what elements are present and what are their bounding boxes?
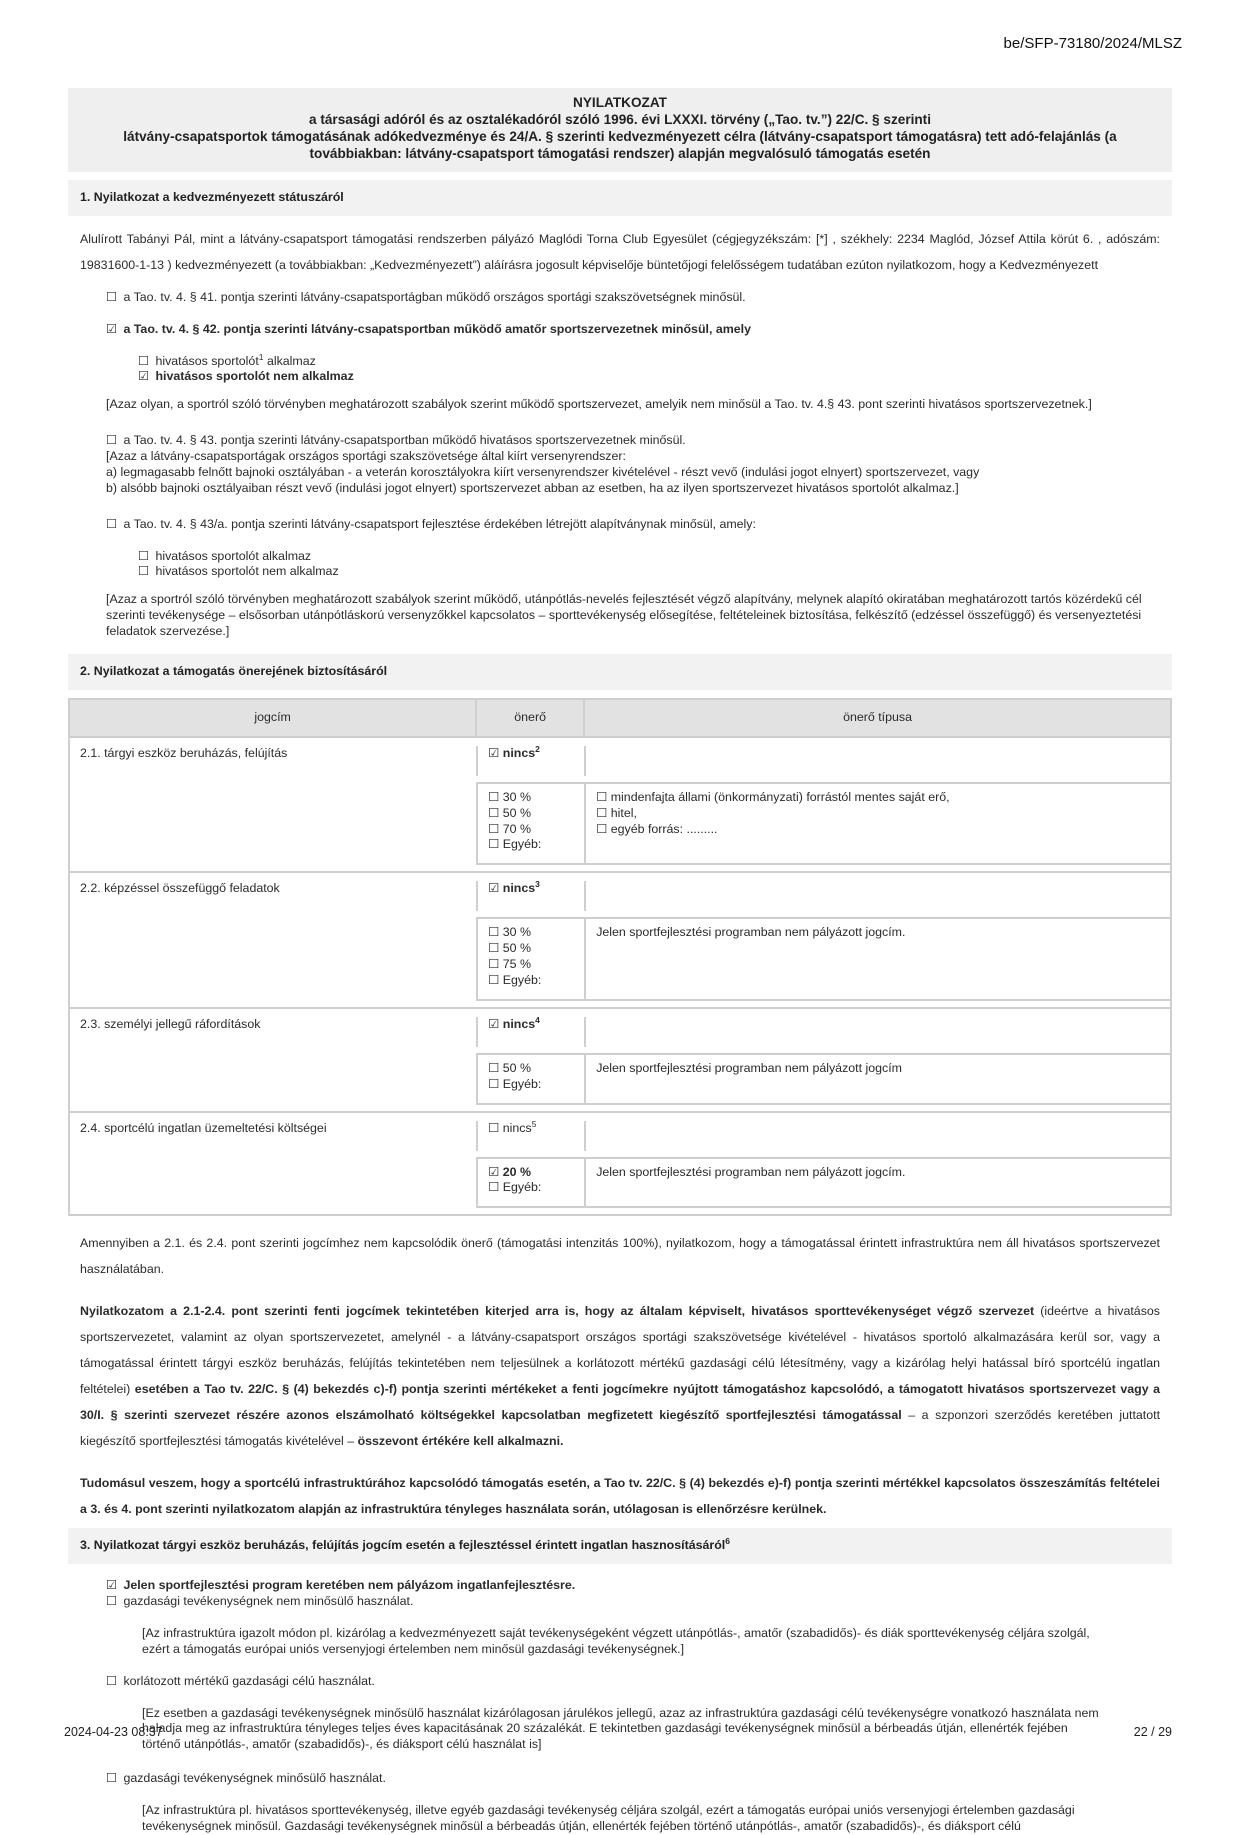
checkbox-unchecked-icon[interactable]: ☐ <box>488 1120 500 1135</box>
option-42-b[interactable] <box>68 369 1172 385</box>
footnote-ref: 3 <box>535 879 540 890</box>
nincs-cell[interactable] <box>476 1112 1171 1157</box>
onero-options-cell <box>476 782 1171 873</box>
option-43a-a[interactable] <box>68 549 1172 565</box>
option-non-economic-use-label: gazdasági tevékenységnek nem minősülő használat. <box>123 1594 414 1609</box>
onero-type-item: Jelen sportfejlesztési programban nem pályázott jogcím. <box>596 1164 906 1179</box>
onero-options-cell <box>476 1053 1171 1112</box>
option-43-label: a Tao. tv. 4. § 43. pontja szerinti látvány-csapatsportban működő hivatásos sportszervezetnek minősül. <box>123 433 686 448</box>
section-1-heading: 1. Nyilatkozat a kedvezményezett státuszáról <box>68 180 1172 216</box>
footnote-ref: 1 <box>258 351 264 362</box>
table-row <box>69 872 1171 917</box>
onero-option[interactable]: ☐ Egyéb: <box>488 1180 542 1195</box>
para-2-bold-1: Nyilatkozatom a 2.1-2.4. pont szerinti fenti jogcímek tekintetében kiterjed arra is, hogy az általam képviselt, hivatásos sporttevékenységet végző szervezet <box>80 1304 1035 1319</box>
checkbox-unchecked-icon[interactable]: ☐ <box>106 1771 118 1786</box>
document-title <box>68 88 1172 172</box>
option-43a-b[interactable] <box>68 564 1172 580</box>
onero-option[interactable]: ☑ 20 % <box>488 1164 531 1179</box>
checkbox-unchecked-icon[interactable]: ☐ <box>106 516 118 531</box>
section-2-paragraph-3: Tudomásul veszem, hogy a sportcélú infrastruktúrához kapcsolódó támogatás esetén, a Tao tv. 22/C. § (4) bekezdés e)-f) pontja szerinti mértékkel kapcsolatos összeszámítás feltételei a 3. és 4. pont szerinti nyilatkozatom alapján az infrastruktúra tényleges használata során, utólagosan is ellenőrzésre kerülnek. <box>80 1476 1160 1517</box>
nincs-cell[interactable] <box>476 737 1171 782</box>
onero-option[interactable]: ☐ 50 % <box>488 805 531 820</box>
option-limited-economic-use-label: korlátozott mértékű gazdasági célú használat. <box>123 1673 375 1688</box>
option-no-property[interactable] <box>68 1578 1172 1594</box>
option-43[interactable] <box>68 433 1172 449</box>
jogcim-label: 2.2. képzéssel összefüggő feladatok <box>80 881 280 896</box>
onero-option[interactable]: ☐ 30 % <box>488 925 531 940</box>
onero-type-item: Jelen sportfejlesztési programban nem pályázott jogcím. <box>596 925 906 940</box>
checkbox-unchecked-icon[interactable]: ☐ <box>106 433 118 448</box>
footer-datetime: 2024-04-23 08:37 <box>64 1725 163 1739</box>
option-43a-note: [Azaz a sportról szóló törvényben meghatározott szabályok szerint működő, utánpótlás-nevelés fejlesztését végző alapítvány, melynek alapító okiratában meghatározott tartós közérdekű cél szerinti tevékenysége – elsősorban utánpótláskorú versenyzőkkel kapcsolatos – sporttevékenység elősegítése, feltételeinek biztosítása, felkészítő (edzéssel összefüggő) és versenyeztetési feladatok szervezése.] <box>106 592 1142 639</box>
nincs-label: nincs <box>502 881 536 896</box>
para-2-bold-3: összevont értékére kell alkalmazni. <box>357 1434 564 1449</box>
option-42[interactable] <box>68 322 1172 338</box>
option-41-label: a Tao. tv. 4. § 41. pontja szerinti látvány-csapatsportágban működő országos sportági szakszövetségnek minősül. <box>123 289 746 304</box>
option-economic-use-label: gazdasági tevékenységnek minősülő használat. <box>123 1771 386 1786</box>
footnote-ref: 2 <box>535 743 540 754</box>
checkbox-checked-icon[interactable]: ☑ <box>488 745 500 760</box>
option-42-note: [Azaz olyan, a sportról szóló törvényben meghatározott szabályok szerint működő sportszervezet, amelyik nem minősül a Tao. tv. 4.§ 43. pont szerinti hivatásos sportszervezetnek.] <box>106 397 1092 412</box>
option-no-property-label: Jelen sportfejlesztési program keretében nem pályázom ingatlanfejlesztésre. <box>123 1578 576 1593</box>
onero-type-item[interactable]: ☐ mindenfajta állami (önkormányzati) forrástól mentes saját erő, <box>596 789 950 804</box>
checkbox-unchecked-icon[interactable]: ☐ <box>138 548 150 563</box>
onero-options-cell <box>476 1157 1171 1216</box>
option-42-b-label: hivatásos sportolót nem alkalmaz <box>155 369 354 384</box>
checkbox-unchecked-icon[interactable]: ☐ <box>106 1594 118 1609</box>
onero-table <box>68 698 1172 1217</box>
title-line-4: továbbiakban: látvány-csapatsport támogatási rendszer) alapján megvalósuló támogatás esetén <box>309 145 931 161</box>
option-41[interactable] <box>68 290 1172 306</box>
onero-option[interactable]: ☐ 30 % <box>488 789 531 804</box>
checkbox-unchecked-icon[interactable]: ☐ <box>138 353 150 368</box>
onero-type-item[interactable]: ☐ egyéb forrás: ......... <box>596 821 718 836</box>
nincs-cell[interactable] <box>476 872 1171 917</box>
section-3-heading <box>68 1528 1172 1564</box>
para-2-text-1: (ideértve a hivatásos sportszervezetet, valamint az olyan sportszervezetet, amelynél - a látvány-csapatsport országos sportági szakszövetsége kivételével - hivatásos sportoló alkalmazására kerül sor, vagy a támogatással érintett tárgyi eszköz beruházás, felújítás tekintetében nem teljesülnek a korlátozott mértékű gazdasági célú létesítmény, vagy a kizárólag helyi hatással bíró sportcélú ingatlan feltételei) <box>80 1304 1160 1397</box>
option-43a-label: a Tao. tv. 4. § 43/a. pontja szerinti látvány-csapatsport fejlesztése érdekében létrejött alapítványnak minősül, amely: <box>123 516 756 531</box>
column-header-onero: önerő <box>476 699 584 737</box>
table-row <box>69 1008 1171 1053</box>
jogcim-label: 2.3. személyi jellegű ráfordítások <box>80 1016 261 1031</box>
document-body <box>68 88 1172 1835</box>
title-line-3: látvány-csapatsportok támogatásának adókedvezménye és 24/A. § szerinti kedvezményezett célra (látvány-csapatsport támogatásra) tett adó-felajánlás (a <box>123 128 1117 144</box>
checkbox-checked-icon[interactable]: ☑ <box>488 881 500 896</box>
section-1-intro: Alulírott Tabányi Pál, mint a látvány-csapatsport támogatási rendszerben pályázó Maglódi Torna Club Egyesület (cégjegyzékszám: [*] , székhely: 2234 Maglód, József Attila körút 6. , adószám: 19831600-1-13 ) kedvezményezett (a továbbiakban: „Kedvezményezett”) aláírásra jogosult képviselője büntetőjogi felelősségem tudatában ezúton nyilatkozom, hogy a Kedvezményezett <box>80 231 1160 272</box>
onero-options-cell <box>476 917 1171 1008</box>
option-non-economic-use[interactable] <box>68 1594 1172 1610</box>
para-2-bold-2: esetében a Tao tv. 22/C. § (4) bekezdés c)-f) pontja szerinti mértékeket a fenti jogcímekre nyújtott támogatáshoz kapcsolódó, a támogatott hivatásos sportszervezet vagy a 30/I. § szerinti szervezet részére azonos elszámolható költségekkel kapcsolatban megfizetett kiegészítő sportfejlesztési támogatással <box>80 1382 1160 1423</box>
column-header-onero-tipusa: önerő típusa <box>584 699 1171 737</box>
footnote-ref: 4 <box>535 1014 540 1025</box>
section-2-paragraph-1: Amennyiben a 2.1. és 2.4. pont szerinti jogcímhez nem kapcsolódik önerő (támogatási intenzitás 100%), nyilatkozom, hogy a támogatással érintett infrastruktúra nem áll hivatásos sportszervezet használatában. <box>80 1236 1160 1277</box>
option-economic-use[interactable] <box>68 1771 1172 1787</box>
checkbox-checked-icon[interactable]: ☑ <box>106 1578 118 1593</box>
option-43a-b-label: hivatásos sportolót nem alkalmaz <box>155 564 339 579</box>
nincs-cell[interactable] <box>476 1008 1171 1053</box>
checkbox-checked-icon[interactable]: ☑ <box>488 1016 500 1031</box>
option-43a[interactable] <box>68 517 1172 533</box>
option-43-note-line-1: [Azaz a látvány-csapatsportágak országos sportági szakszövetsége által kiírt versenyrendszer: <box>106 449 626 464</box>
jogcim-label: 2.4. sportcélú ingatlan üzemeltetési költségei <box>80 1120 327 1135</box>
option-42-label: a Tao. tv. 4. § 42. pontja szerinti látvány-csapatsportban működő amatőr sportszervezetnek minősül, amely <box>123 321 751 336</box>
section-2-paragraph-2 <box>68 1298 1172 1454</box>
option-economic-note: [Az infrastruktúra pl. hivatásos sporttevékenység, illetve egyéb gazdasági tevékenység céljára szolgál, ezért a támogatás európai uniós versenyjogi értelemben gazdasági tevékenységnek minősül. Gazdasági tevékenységnek minősül a bérbeadás útján, ellenérték fejében történő utánpótlás-, amatőr (szabadidős)-, és diáksport célú <box>142 1803 1075 1833</box>
option-43a-a-label: hivatásos sportolót alkalmaz <box>155 548 312 563</box>
onero-option[interactable]: ☐ 50 % <box>488 941 531 956</box>
option-limited-economic-note: [Ez esetben a gazdasági tevékenységnek minősülő használat kizárólagosan járulékos jellegű, azaz az infrastruktúra gazdasági célú tevékenységre vonatkozó használata nem haladja meg az infrastruktúra tényleges teljes éves kapacitásának 20 százalékát. E tekintetben gazdasági tevékenységnek minősül a bérbeadás útján, ellenérték fejében történő utánpótlás-, amatőr (szabadidős)-, és diáksport célú használat is] <box>142 1705 1099 1752</box>
checkbox-checked-icon[interactable]: ☑ <box>138 369 150 384</box>
para-2-text-2: – a szponzori szerződés keretében juttatott kiegészítő sportfejlesztési támogatás kivételével – <box>80 1408 1161 1449</box>
onero-option[interactable]: ☐ 50 % <box>488 1060 531 1075</box>
onero-option[interactable]: ☐ Egyéb: <box>488 837 542 852</box>
checkbox-unchecked-icon[interactable]: ☐ <box>138 564 150 579</box>
onero-type-item[interactable]: ☐ hitel, <box>596 805 637 820</box>
onero-option[interactable]: ☐ 70 % <box>488 821 531 836</box>
onero-type-item: Jelen sportfejlesztési programban nem pályázott jogcím <box>596 1060 902 1075</box>
jogcim-cell <box>69 1008 476 1112</box>
jogcim-cell <box>69 1112 476 1216</box>
onero-option[interactable]: ☐ 75 % <box>488 957 531 972</box>
option-43-note <box>68 449 1172 497</box>
column-header-jogcim: jogcím <box>69 699 476 737</box>
nincs-label: nincs <box>502 1120 532 1135</box>
jogcim-cell <box>69 737 476 873</box>
title-line-2: a társasági adóról és az osztalékadóról szóló 1996. évi LXXXI. törvény („Tao. tv.”) 22/C. § szerinti <box>308 111 931 127</box>
onero-option[interactable]: ☐ Egyéb: <box>488 1076 542 1091</box>
footnote-ref: 6 <box>725 1536 730 1547</box>
option-42-a-tail: alkalmaz <box>263 353 316 368</box>
table-row <box>69 737 1171 782</box>
checkbox-unchecked-icon[interactable]: ☐ <box>106 1673 118 1688</box>
section-2-heading: 2. Nyilatkozat a támogatás önerejének biztosításáról <box>68 654 1172 690</box>
title-line-1: NYILATKOZAT <box>573 95 667 110</box>
section-3-heading-text: 3. Nyilatkozat tárgyi eszköz beruházás, felújítás jogcím esetén a fejlesztéssel érintett ingatlan hasznosításáról <box>80 1538 726 1553</box>
jogcim-label: 2.1. tárgyi eszköz beruházás, felújítás <box>80 745 288 760</box>
document-reference: be/SFP-73180/2024/MLSZ <box>1003 35 1182 52</box>
footnote-ref: 5 <box>531 1118 537 1129</box>
nincs-label: nincs <box>502 1016 536 1031</box>
option-43-note-line-3: b) alsóbb bajnoki osztályaiban részt vevő (indulási jogot elnyert) sportszervezet abban az esetben, ha az ilyen sportszervezet hivatásos sportolót alkalmaz.] <box>106 480 959 495</box>
footer-page-number: 22 / 29 <box>1133 1725 1172 1739</box>
onero-option[interactable]: ☐ Egyéb: <box>488 972 542 987</box>
table-row <box>69 1112 1171 1157</box>
option-limited-economic-use[interactable] <box>68 1674 1172 1690</box>
option-42-a[interactable] <box>68 351 1172 370</box>
option-42-a-label: hivatásos sportolót <box>155 353 259 368</box>
nincs-label: nincs <box>502 745 536 760</box>
option-non-economic-note: [Az infrastruktúra igazolt módon pl. kizárólag a kedvezményezett saját tevékenységeként végzett utánpótlás-, amatőr (szabadidős)- és diák sporttevékenység céljára szolgál, ezért a támogatás európai uniós versenyjogi értelemben nem minősül gazdasági tevékenységnek.] <box>142 1625 1090 1656</box>
jogcim-cell <box>69 872 476 1008</box>
checkbox-unchecked-icon[interactable]: ☐ <box>106 289 118 304</box>
option-43-note-line-2: a) legmagasabb felnőtt bajnoki osztályában - a veterán korosztályokra kiírt versenyrendszer kivételével - részt vevő (indulási jogot elnyert) sportszervezet, vagy <box>106 464 980 479</box>
checkbox-checked-icon[interactable]: ☑ <box>106 321 118 336</box>
